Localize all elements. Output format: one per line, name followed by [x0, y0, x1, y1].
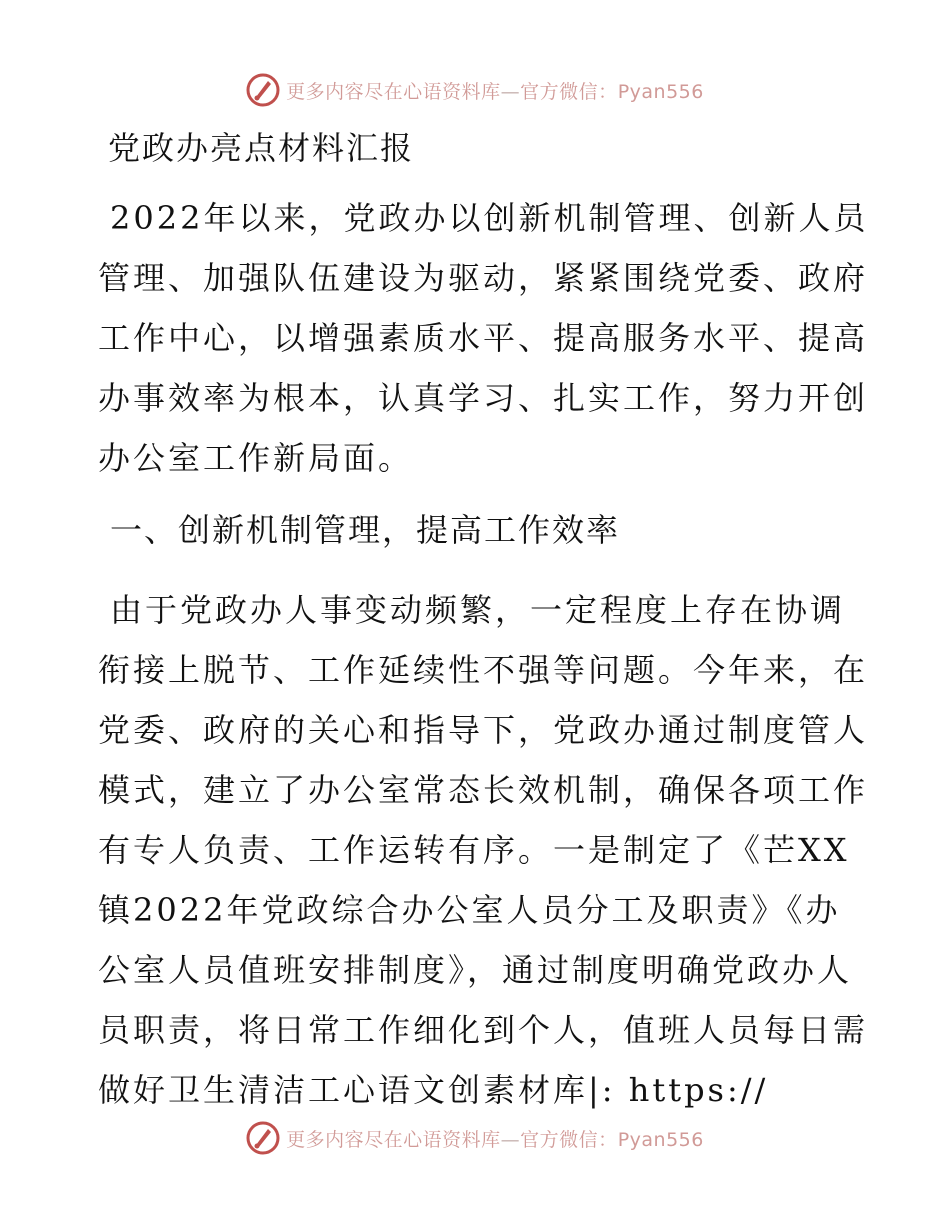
- quill-logo-icon: [246, 73, 280, 107]
- document-body: [98, 122, 869, 1120]
- watermark-footer: [0, 1118, 950, 1158]
- section-heading-1: 一、创新机制管理，提高工作效率: [110, 511, 621, 549]
- watermark-text: 更多内容尽在心语资料库—官方微信：Pyan556: [286, 80, 704, 103]
- section1-line: 由于党政办人事变动频繁，一定程度上存在协调: [110, 591, 846, 629]
- intro-line: 办事效率为根本，认真学习、扎实工作，努力开创: [98, 379, 869, 417]
- section1-line: 镇2022年党政综合办公室人员分工及职责》《办: [98, 891, 841, 929]
- section1-line: 员职责，将日常工作细化到个人，值班人员每日需: [98, 1011, 869, 1049]
- watermark-text: 更多内容尽在心语资料库—官方微信：Pyan556: [286, 1128, 704, 1151]
- section1-line: 模式，建立了办公室常态长效机制，确保各项工作: [98, 771, 869, 809]
- section1-paragraph: [98, 580, 869, 1120]
- document-title: 党政办亮点材料汇报: [108, 129, 415, 167]
- intro-paragraph: [98, 188, 869, 488]
- section1-line: 衔接上脱节、工作延续性不强等问题。今年来，在: [98, 651, 869, 689]
- watermark-header: [0, 70, 950, 110]
- intro-line: 管理、加强队伍建设为驱动，紧紧围绕党委、政府: [98, 259, 869, 297]
- intro-line: 2022年以来，党政办以创新机制管理、创新人员: [110, 199, 869, 237]
- section1-line: 公室人员值班安排制度》，通过制度明确党政办人: [98, 951, 853, 989]
- section1-line: 做好卫生清洁工心语文创素材库|: https://: [98, 1071, 769, 1109]
- quill-logo-icon: [246, 1121, 280, 1155]
- section1-line: 党委、政府的关心和指导下，党政办通过制度管人: [98, 711, 869, 749]
- intro-line: 工作中心，以增强素质水平、提高服务水平、提高: [98, 319, 869, 357]
- section1-line: 有专人负责、工作运转有序。一是制定了《芒XX: [98, 831, 850, 869]
- intro-line: 办公室工作新局面。: [98, 439, 414, 477]
